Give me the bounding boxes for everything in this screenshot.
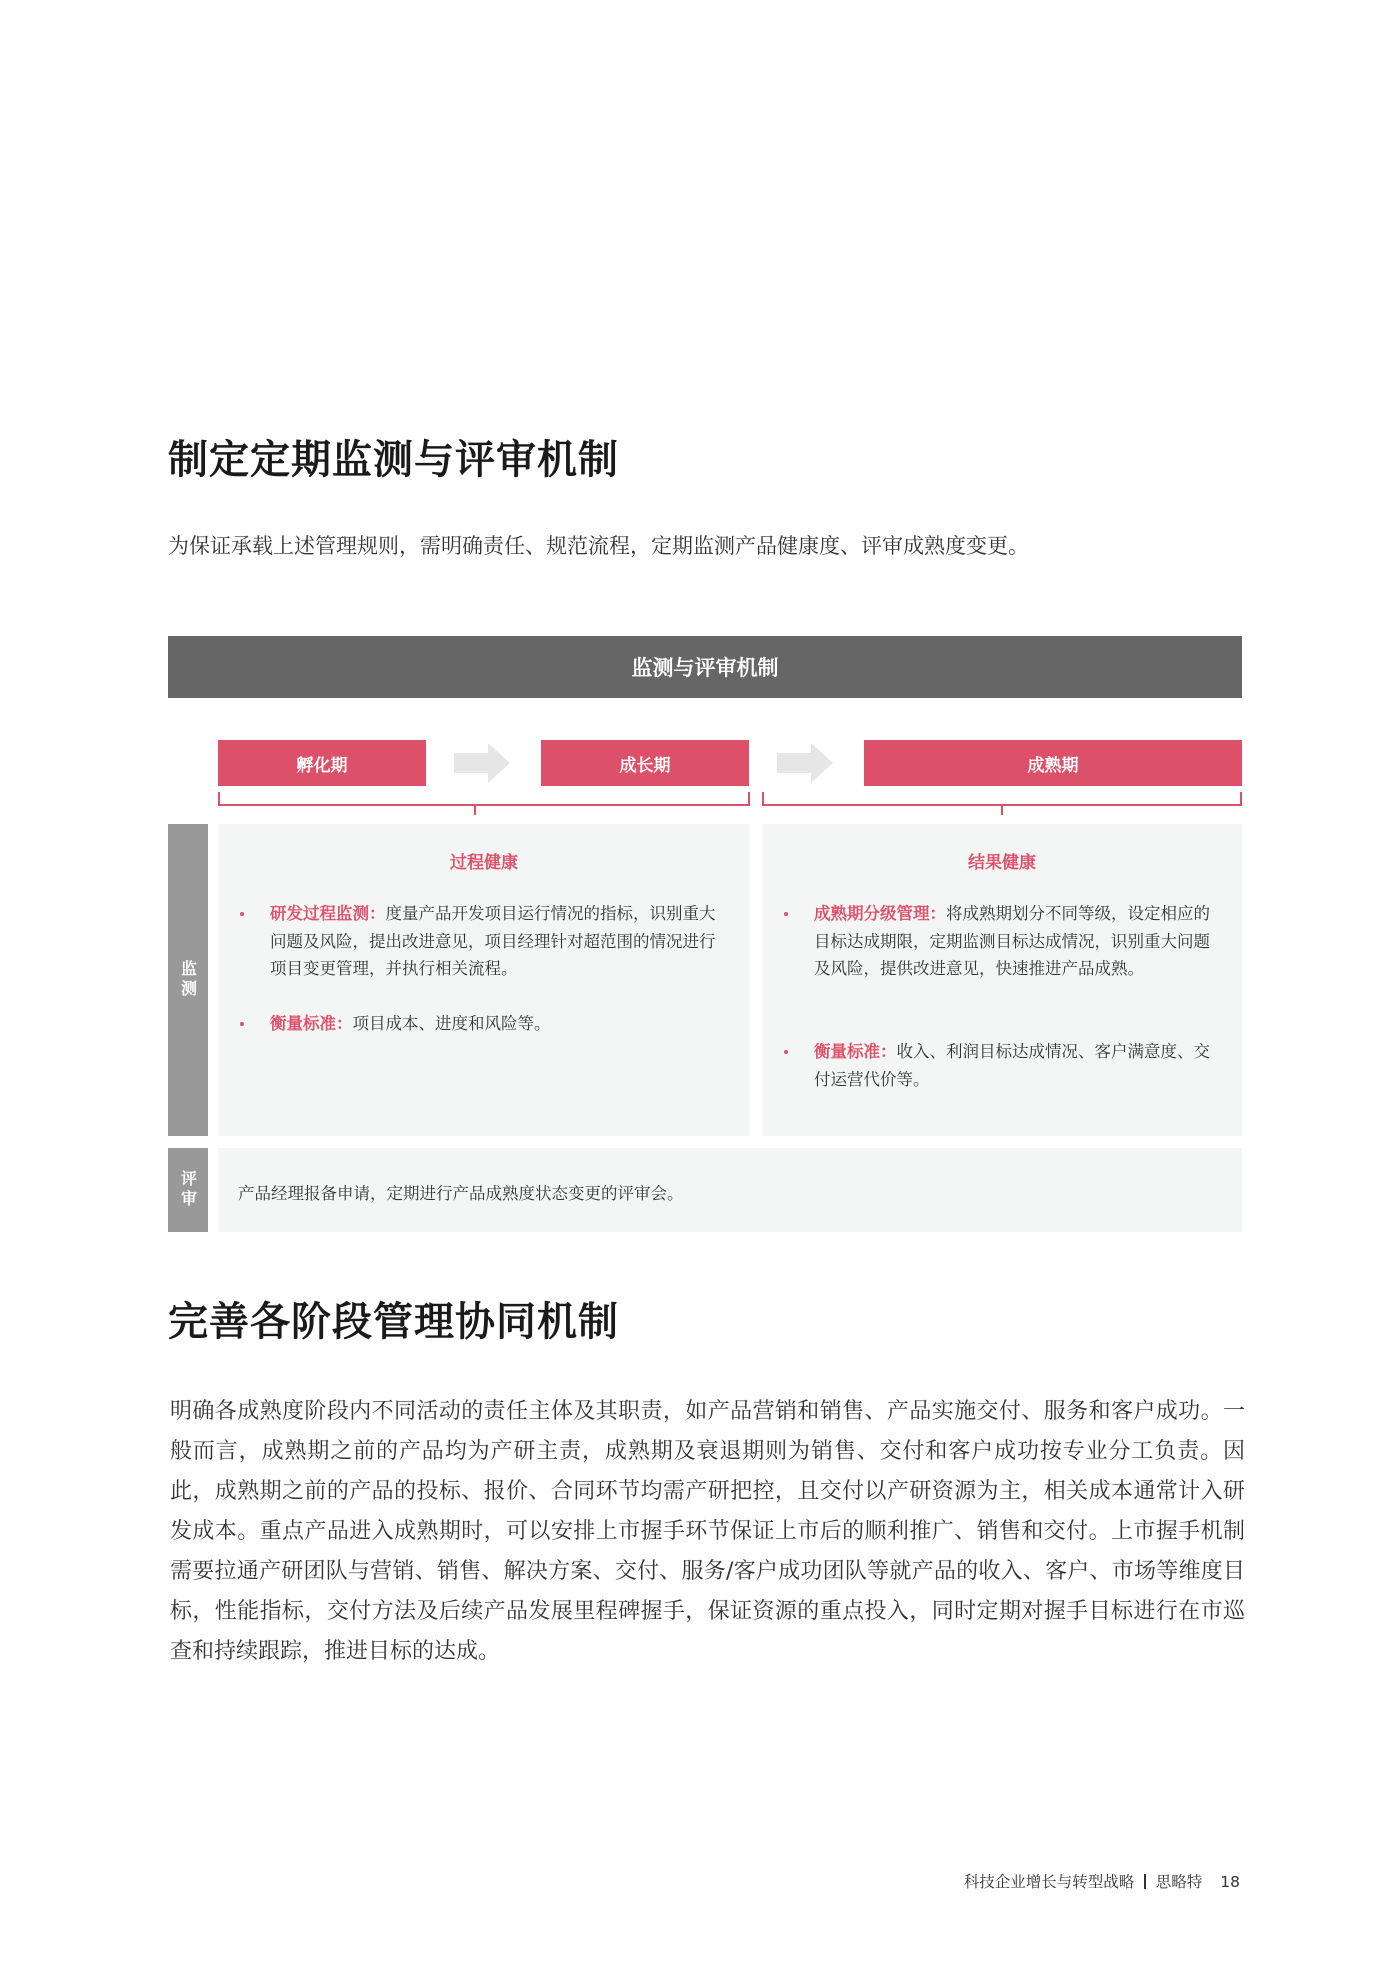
arrow-right-icon: [454, 743, 510, 783]
item-lead: 衡量标准：: [814, 1042, 897, 1061]
item-text: 度量产品开发项目运行情况的指标，识别重大问题及风险，提出改进意见，项目经理针对超范围的情况进行项目变更管理，并执行相关流程。: [270, 904, 716, 978]
bullet-icon: [784, 912, 788, 916]
item-text: 收入、利润目标达成情况、客户满意度、交付运营代价等。: [814, 1042, 1210, 1089]
process-health-title: 过程健康: [450, 853, 518, 873]
bracket-process: [218, 792, 750, 806]
bullet-icon: [784, 1050, 788, 1054]
body-paragraph: 明确各成熟度阶段内不同活动的责任主体及其职责，如产品营销和销售、产品实施交付、服务和客户成功。一般而言，成熟期之前的产品均为产研主责，成熟期及衰退期则为销售、交付和客户成功按专业分工负责。因此，成熟期之前的产品的投标、报价、合同环节均需产研把控，且交付以产研资源为主，相关成本通常计入研发成本。重点产品进入成熟期时，可以安排上市握手环节保证上市后的顺利推广、销售和交付。上市握手机制需要拉通产研团队与营销、销售、解决方案、交付、服务/客户成功团队等就产品的收入、客户、市场等维度目标，性能指标，交付方法及后续产品发展里程碑握手，保证资源的重点投入，同时定期对握手目标进行在市巡查和持续跟踪，推进目标的达成。: [170, 1399, 1245, 1664]
list-item: [814, 1038, 1224, 1093]
stage-mature: 成熟期: [864, 740, 1242, 786]
page-footer: [964, 1870, 1240, 1892]
process-health-panel: [218, 824, 750, 1136]
list-item: [270, 1010, 726, 1038]
review-text: 产品经理报备申请，定期进行产品成熟度状态变更的评审会。: [238, 1184, 684, 1203]
bracket-process-tick: [474, 806, 476, 815]
page-number: 18: [1220, 1873, 1240, 1891]
footer-title: 科技企业增长与转型战略: [963, 1873, 1135, 1891]
footer-separator: [1144, 1874, 1146, 1889]
item-lead: 衡量标准：: [270, 1014, 353, 1033]
diagram-banner: 监测与评审机制: [168, 636, 1242, 698]
review-panel: [218, 1148, 1242, 1232]
monitor-label: 监测: [168, 824, 208, 1136]
review-label: 评审: [168, 1148, 208, 1232]
item-text: 项目成本、进度和风险等。: [352, 1014, 551, 1033]
section-title-review: 制定定期监测与评审机制: [168, 437, 619, 483]
bracket-result: [762, 792, 1242, 806]
item-lead: 成熟期分级管理：: [814, 904, 946, 923]
item-text: 将成熟期划分不同等级，设定相应的目标达成期限，定期监测目标达成情况，识别重大问题及风险，提供改进意见，快速推进产品成熟。: [814, 904, 1210, 978]
bracket-result-tick: [1001, 806, 1003, 815]
stage-growth: 成长期: [541, 740, 749, 786]
arrow-right-icon: [777, 743, 833, 783]
stage-incubation: 孵化期: [218, 740, 426, 786]
list-item: [814, 900, 1224, 983]
bullet-icon: [240, 1022, 244, 1026]
list-item: [270, 900, 726, 983]
section-intro: 为保证承载上述管理规则，需明确责任、规范流程，定期监测产品健康度、评审成熟度变更。: [168, 534, 1029, 558]
footer-brand: 思略特: [1155, 1873, 1203, 1891]
item-lead: 研发过程监测：: [270, 904, 386, 923]
result-health-panel: [762, 824, 1242, 1136]
result-health-title: 结果健康: [968, 853, 1036, 873]
section-title-coordination: 完善各阶段管理协同机制: [168, 1299, 619, 1345]
bullet-icon: [240, 912, 244, 916]
